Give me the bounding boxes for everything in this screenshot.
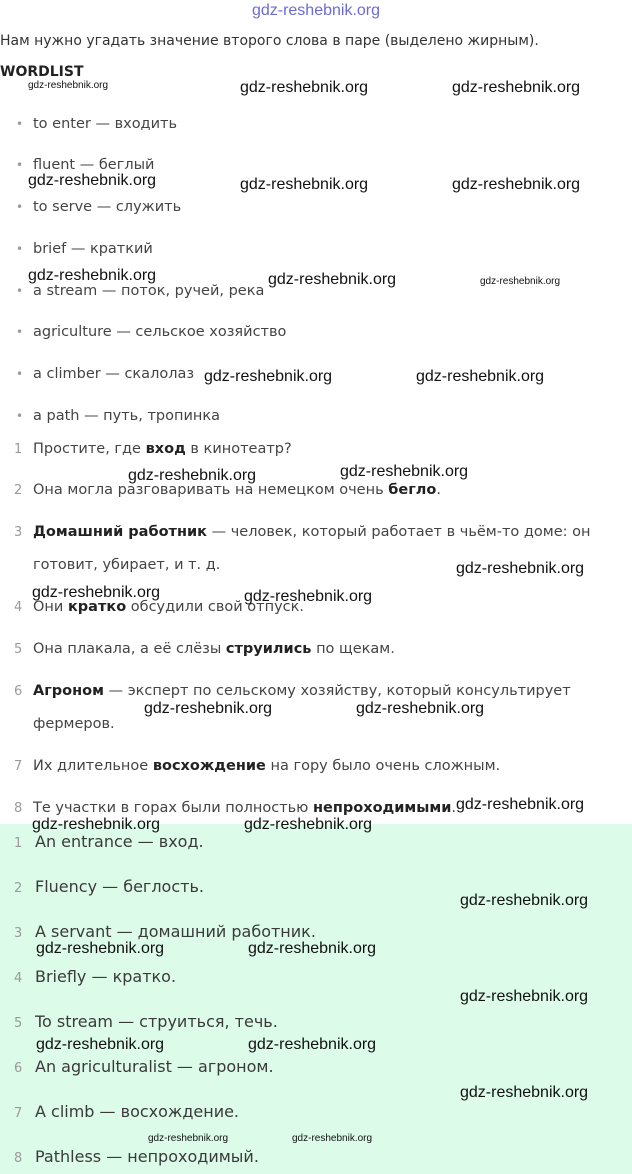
question-number: 3 <box>14 525 23 540</box>
answer-number: 5 <box>14 1016 23 1031</box>
question-number: 6 <box>14 684 23 699</box>
watermark: gdz-reshebnik.org <box>460 892 589 909</box>
question-number: 7 <box>14 759 23 774</box>
question-text: Простите, где вход в кинотеатр? <box>33 441 292 457</box>
answer-number: 3 <box>14 926 23 941</box>
bullet-icon: • <box>16 242 24 256</box>
bullet-icon: • <box>16 367 24 381</box>
watermark: gdz-reshebnik.org <box>460 1084 589 1101</box>
wordlist-title: WORDLIST <box>0 64 84 80</box>
watermark: gdz-reshebnik.org <box>148 1133 229 1144</box>
question-text: Она плакала, а её слёзы струились по щекам. <box>33 641 395 657</box>
watermark: gdz-reshebnik.org <box>144 700 273 717</box>
wordlist-item: • a stream — поток, ручей, река <box>16 280 264 302</box>
bullet-icon: • <box>16 409 24 423</box>
answer-panel <box>0 824 632 1174</box>
watermark: gdz-reshebnik.org <box>28 267 157 284</box>
watermark: gdz-reshebnik.org <box>240 176 369 193</box>
wordlist-item: • agriculture — сельское хозяйство <box>16 321 286 343</box>
question-row <box>14 633 604 666</box>
watermark: gdz-reshebnik.org <box>356 700 485 717</box>
answer-text: To stream — струиться, течь. <box>35 1012 278 1031</box>
watermark: gdz-reshebnik.org <box>268 271 397 288</box>
question-row <box>14 474 604 507</box>
question-text: Они кратко обсудили свой отпуск. <box>33 599 305 615</box>
wordlist-item: • a path — путь, тропинка <box>16 405 220 427</box>
watermark: gdz-reshebnik.org <box>416 368 545 385</box>
watermark: gdz-reshebnik.org <box>28 80 109 91</box>
bullet-icon: • <box>16 325 24 339</box>
watermark: gdz-reshebnik.org <box>36 1036 165 1053</box>
watermark: gdz-reshebnik.org <box>244 816 373 833</box>
question-row <box>14 591 604 624</box>
wordlist-item: • to serve — служить <box>16 196 181 218</box>
bullet-icon: • <box>16 284 24 298</box>
question-number: 1 <box>14 442 23 457</box>
question-number: 2 <box>14 483 23 498</box>
wordlist-item: • to enter — входить <box>16 113 177 135</box>
answer-number: 6 <box>14 1061 23 1076</box>
bullet-icon: • <box>16 117 24 131</box>
site-header-watermark: gdz-reshebnik.org <box>251 2 381 19</box>
watermark: gdz-reshebnik.org <box>28 172 157 189</box>
answer-row <box>14 920 316 944</box>
watermark: gdz-reshebnik.org <box>248 1036 377 1053</box>
watermark: gdz-reshebnik.org <box>32 584 161 601</box>
answer-text: An agriculturalist — агроном. <box>35 1057 274 1076</box>
watermark: gdz-reshebnik.org <box>240 79 369 96</box>
answer-number: 4 <box>14 971 23 986</box>
question-text: Домашний работник — человек, который работает в чьём-то доме: он готовит, убирает, и т. д. <box>33 524 591 573</box>
answer-row <box>14 1055 274 1079</box>
watermark: gdz-reshebnik.org <box>452 176 581 193</box>
answer-text: A servant — домашний работник. <box>35 922 316 941</box>
watermark: gdz-reshebnik.org <box>248 940 377 957</box>
answer-row <box>14 1010 278 1034</box>
question-text: Агроном — эксперт по сельскому хозяйству, который консультирует фермеров. <box>33 683 571 732</box>
question-text: Она могла разговаривать на немецком очень бегло. <box>33 482 441 498</box>
answer-text: An entrance — вход. <box>35 832 204 851</box>
bullet-icon: • <box>16 158 24 172</box>
answer-text: Fluency — беглость. <box>35 877 204 896</box>
watermark: gdz-reshebnik.org <box>480 276 561 287</box>
question-number: 5 <box>14 642 23 657</box>
watermark: gdz-reshebnik.org <box>456 560 585 577</box>
answer-number: 2 <box>14 881 23 896</box>
answer-text: Pathless — непроходимый. <box>35 1147 259 1166</box>
intro-text: Нам нужно угадать значение второго слова в паре (выделено жирным). <box>0 33 539 49</box>
watermark: gdz-reshebnik.org <box>128 467 257 484</box>
question-row <box>14 792 604 825</box>
question-row <box>14 516 604 582</box>
watermark: gdz-reshebnik.org <box>32 816 161 833</box>
question-row <box>14 433 604 466</box>
watermark: gdz-reshebnik.org <box>340 463 469 480</box>
answer-number: 7 <box>14 1106 23 1121</box>
watermark: gdz-reshebnik.org <box>456 796 585 813</box>
wordlist-item: • fluent — беглый <box>16 154 154 176</box>
question-number: 4 <box>14 600 23 615</box>
bullet-icon: • <box>16 200 24 214</box>
answer-text: Briefly — кратко. <box>35 967 177 986</box>
watermark: gdz-reshebnik.org <box>204 368 333 385</box>
question-row <box>14 750 604 783</box>
answer-row <box>14 1145 259 1169</box>
answer-number: 1 <box>14 836 23 851</box>
watermark: gdz-reshebnik.org <box>244 588 373 605</box>
watermark: gdz-reshebnik.org <box>36 940 165 957</box>
answer-row <box>14 875 204 899</box>
watermark: gdz-reshebnik.org <box>292 1133 373 1144</box>
answer-row <box>14 1100 239 1124</box>
question-number: 8 <box>14 801 23 816</box>
answer-number: 8 <box>14 1151 23 1166</box>
question-row <box>14 675 604 741</box>
answer-text: A climb — восхождение. <box>35 1102 240 1121</box>
watermark: gdz-reshebnik.org <box>452 79 581 96</box>
watermark: gdz-reshebnik.org <box>460 988 589 1005</box>
wordlist-item: • brief — краткий <box>16 238 153 260</box>
question-text: Те участки в горах были полностью непроходимыми. <box>33 800 456 816</box>
question-text: Их длительное восхождение на гору было очень сложным. <box>33 758 501 774</box>
wordlist-item: • a climber — скалолаз <box>16 363 194 385</box>
answer-row <box>14 830 204 854</box>
answer-row <box>14 965 176 989</box>
